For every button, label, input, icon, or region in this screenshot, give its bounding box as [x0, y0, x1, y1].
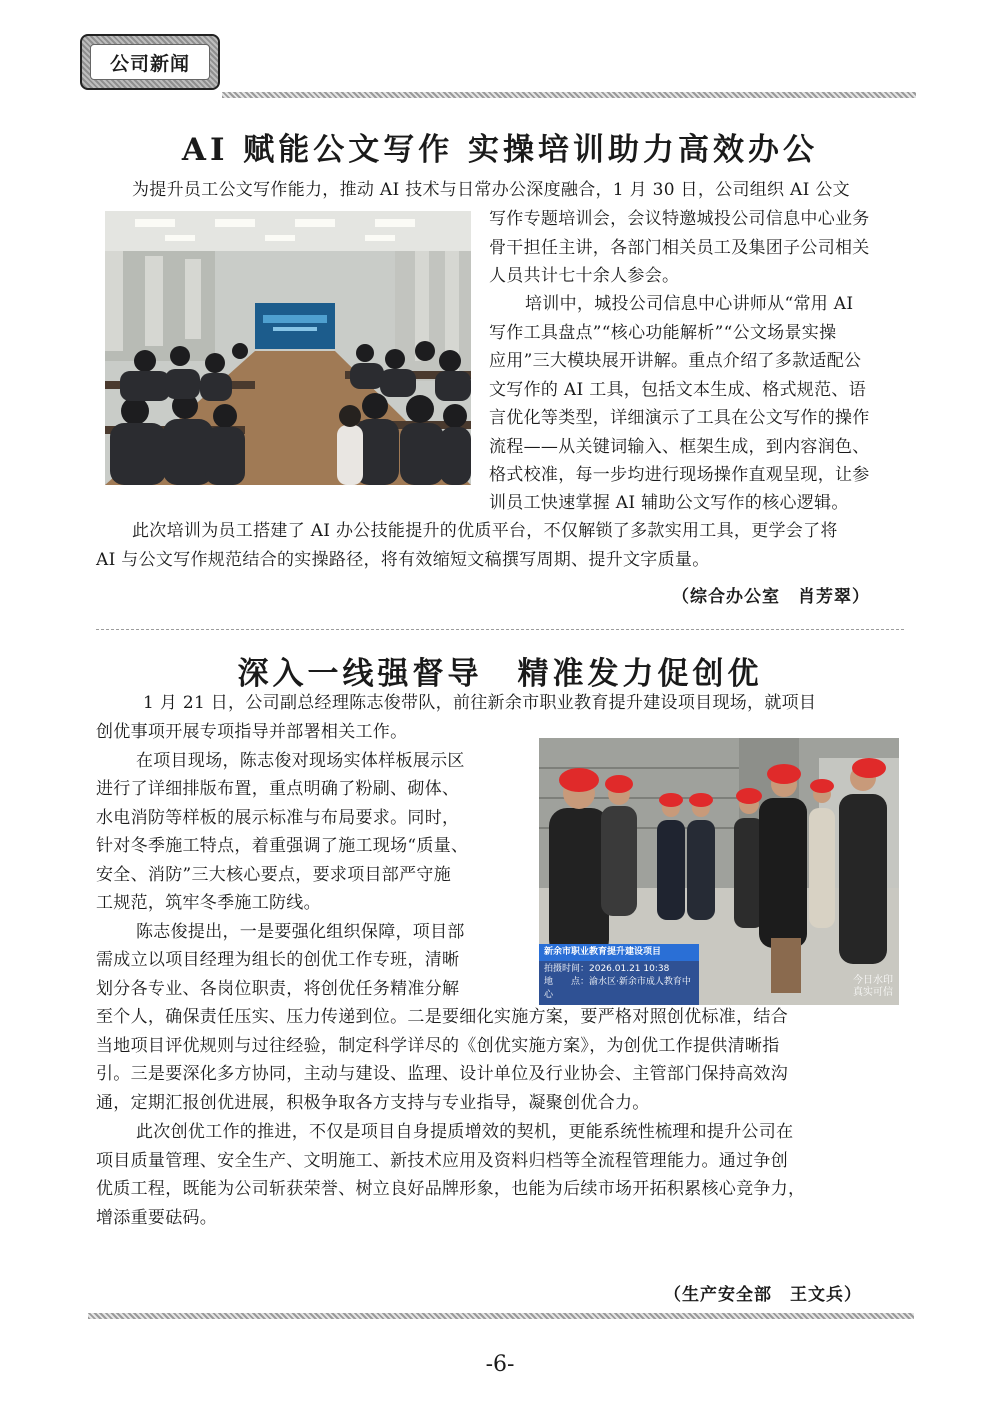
- article1-p1-line1: 为提升员工公文写作能力，推动 AI 技术与日常办公深度融合，1 月 30 日，公司组织 AI 公文: [132, 180, 850, 200]
- article1-p2-line7: 格式校准，每一步均进行现场操作直观呈现，让参: [489, 465, 870, 485]
- photo-label-header: 新余市职业教育提升建设项目: [539, 944, 699, 961]
- article1-p2-line5: 言优化等类型，详细演示了工具在公文写作的操作: [489, 408, 870, 428]
- article2-p2-line3: 水电消防等样板的展示标准与布局要求。同时，: [96, 808, 460, 828]
- article1-title: AI 赋能公文写作 实操培训助力高效办公: [181, 132, 819, 168]
- photo-timestamp-label: [539, 944, 699, 1005]
- section-tag-label: 公司新闻: [90, 44, 210, 80]
- article1-p1-line2: 写作专题培训会，会议特邀城投公司信息中心业务: [489, 209, 870, 229]
- training-room-illustration: [105, 211, 471, 485]
- section-divider: [96, 629, 904, 630]
- article2-p3-line5: 当地项目评优规则与过往经验，制定科学详尽的《创优实施方案》，为创优工作提供清晰指: [96, 1036, 780, 1056]
- article2-p1-line1: 1 月 21 日，公司副总经理陈志俊带队，前往新余市职业教育提升建设项目现场，就项目: [143, 693, 817, 713]
- article2-p2-line4: 针对冬季施工特点，着重强调了施工现场“质量、: [96, 836, 469, 856]
- article2-title: 深入一线强督导 精准发力促创优: [237, 656, 763, 692]
- article1-p3-line1: 此次培训为员工搭建了 AI 办公技能提升的优质平台，不仅解锁了多款实用工具，更学会了将: [132, 521, 838, 541]
- site-inspection-photo: [539, 738, 899, 1005]
- photo-label-place: 地 点：渝水区·新余市成人教育中心: [544, 977, 691, 1000]
- article2-p2-line5: 安全、消防”三大核心要点，要求项目部严守施: [96, 865, 451, 885]
- photo-label-time: 拍摄时间：2026.01.21 10:38: [544, 964, 670, 974]
- article2-p4-line4: 增添重要砝码。: [96, 1208, 218, 1228]
- article1-byline: （综合办公室 肖芳翠）: [672, 587, 870, 607]
- article2-p3-line2: 需成立以项目经理为组长的创优工作专班，清晰: [96, 950, 460, 970]
- article1-p2-line4: 文写作的 AI 工具，包括文本生成、格式规范、语: [489, 380, 866, 400]
- page-number: -6-: [485, 1352, 515, 1377]
- article1-p1-line4: 人员共计七十余人参会。: [489, 266, 680, 286]
- article1-p2-line8: 训员工快速掌握 AI 辅助公文写作的核心逻辑。: [489, 493, 849, 513]
- article1-p2-line6: 流程——从关键词输入、框架生成，到内容润色、: [489, 437, 870, 457]
- article1-p3-line2: AI 与公文写作规范结合的实操路径，将有效缩短文稿撰写周期、提升文字质量。: [96, 550, 710, 570]
- article2-p3-line6: 引。三是要深化多方协同，主动与建设、监理、设计单位及行业协会、主管部门保持高效沟: [96, 1064, 788, 1084]
- article2-p2-line1: 在项目现场，陈志俊对现场实体样板展示区: [136, 751, 465, 771]
- article2-p1-line2: 创优事项开展专项指导并部署相关工作。: [96, 722, 408, 742]
- training-session-photo: [105, 211, 471, 485]
- article2-p2-line6: 工规范，筑牢冬季施工防线。: [96, 893, 321, 913]
- header-rule: [222, 92, 916, 98]
- article1-p2-line2: 写作工具盘点”“核心功能解析”“公文场景实操: [489, 323, 837, 343]
- article2-p3-line7: 通，定期汇报创优进展，积极争取各方支持与专业指导，凝聚创优合力。: [96, 1093, 650, 1113]
- article2-p3-line1: 陈志俊提出，一是要强化组织保障，项目部: [136, 922, 465, 942]
- article2-p3-line3: 划分各专业、各岗位职责，将创优任务精准分解: [96, 979, 460, 999]
- footer-rule: [88, 1313, 914, 1319]
- article1-p1-line3: 骨干担任主讲，各部门相关员工及集团子公司相关: [489, 238, 870, 258]
- article1-p2-line1: 培训中，城投公司信息中心讲师从“常用 AI: [525, 294, 854, 314]
- section-tag: [80, 34, 220, 90]
- article2-p4-line1: 此次创优工作的推进，不仅是项目自身提质增效的契机，更能系统性梳理和提升公司在: [136, 1122, 794, 1142]
- article2-p3-line4: 至个人，确保责任压实、压力传递到位。二是要细化实施方案，要严格对照创优标准，结合: [96, 1007, 788, 1027]
- article2-p4-line2: 项目质量管理、安全生产、文明施工、新技术应用及资料归档等全流程管理能力。通过争创: [96, 1151, 788, 1171]
- article1-p2-line3: 应用”三大模块展开讲解。重点介绍了多款适配公: [489, 351, 862, 371]
- article2-p4-line3: 优质工程，既能为公司斩获荣誉、树立良好品牌形象，也能为后续市场开拓积累核心竞争力，: [96, 1179, 806, 1199]
- article2-byline: （生产安全部 王文兵）: [664, 1285, 862, 1305]
- article2-p2-line2: 进行了详细排版布置，重点明确了粉刷、砌体、: [96, 779, 460, 799]
- photo-watermark: 今日水印 真实可信: [853, 975, 893, 998]
